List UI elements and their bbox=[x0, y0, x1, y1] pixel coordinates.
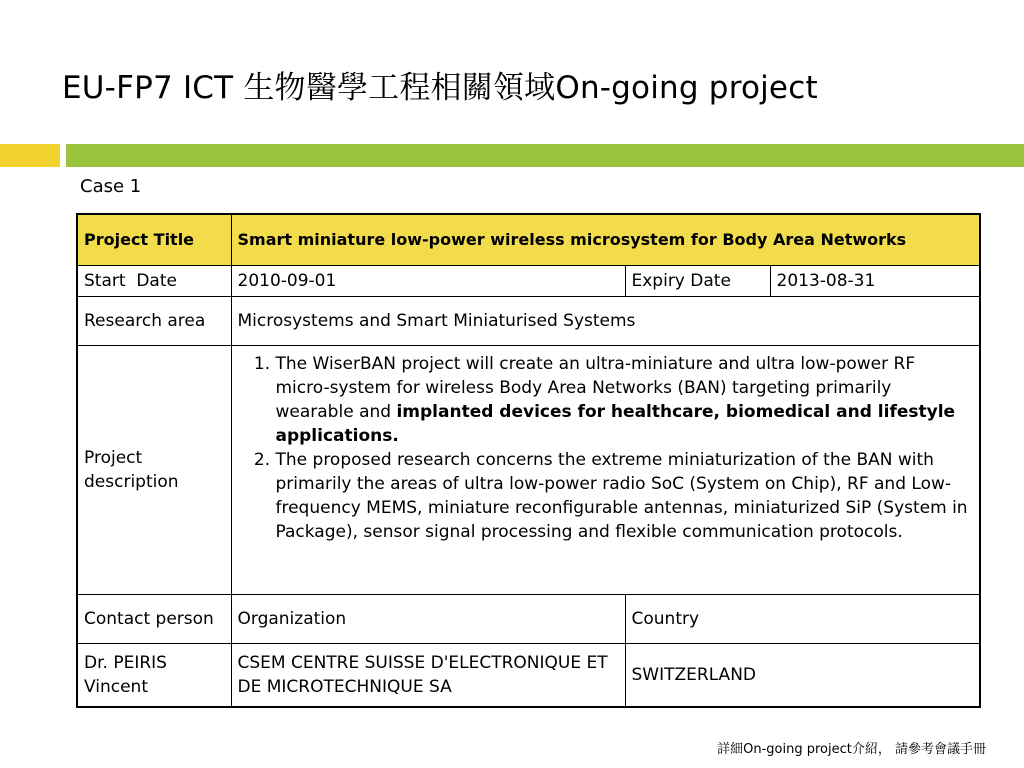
expiry-date-label: Expiry Date bbox=[625, 266, 770, 297]
contact-person-label: Contact person bbox=[77, 595, 231, 644]
contact-name: Dr. PEIRIS Vincent bbox=[77, 644, 231, 708]
start-date-label: Start Date bbox=[77, 266, 231, 297]
project-title-value: Smart miniature low-power wireless microsystem for Body Area Networks bbox=[231, 214, 980, 266]
description-list bbox=[238, 346, 974, 556]
table-row-contact bbox=[77, 644, 980, 708]
case-label: Case 1 bbox=[80, 176, 142, 197]
footer-note: 詳細On-going project介紹， 請參考會議手冊 bbox=[717, 742, 986, 757]
start-date-value: 2010-09-01 bbox=[231, 266, 625, 297]
description-item-bold: implanted devices for healthcare, biomedical and lifestyle applications. bbox=[275, 402, 956, 446]
description-value bbox=[231, 346, 980, 595]
table-row-contact-header bbox=[77, 595, 980, 644]
description-item-text: The proposed research concerns the extreme miniaturization of the BAN with primarily the areas of ultra low-power radio SoC (System on Chip), RF and Low-frequency MEMS, miniature reconfigurable antennas, miniaturized SiP (System in Package), sensor signal processing and flexible communication protocols. bbox=[275, 450, 968, 542]
description-item bbox=[276, 352, 974, 448]
table-row-title bbox=[77, 214, 980, 266]
description-label: Project description bbox=[77, 346, 231, 595]
description-item bbox=[276, 448, 974, 544]
accent-bar-yellow bbox=[0, 144, 60, 167]
table-row-dates bbox=[77, 266, 980, 297]
description-item-text: The WiserBAN project will create an ultra-miniature and ultra low-power RF micro-system for wireless Body Area Networks (BAN) targeting primarily wearable and bbox=[275, 354, 916, 422]
accent-bar-green bbox=[66, 144, 1024, 167]
country-name: SWITZERLAND bbox=[625, 644, 980, 708]
research-area-label: Research area bbox=[77, 297, 231, 346]
table-row-description bbox=[77, 346, 980, 595]
project-title-label: Project Title bbox=[77, 214, 231, 266]
organization-name: CSEM CENTRE SUISSE D'ELECTRONIQUE ET DE MICROTECHNIQUE SA bbox=[231, 644, 625, 708]
project-table bbox=[76, 213, 981, 708]
country-label: Country bbox=[625, 595, 980, 644]
table-row-research-area bbox=[77, 297, 980, 346]
expiry-date-value: 2013-08-31 bbox=[770, 266, 980, 297]
slide-title: EU-FP7 ICT 生物醫學工程相關領域On-going project bbox=[62, 70, 818, 106]
research-area-value: Microsystems and Smart Miniaturised Systems bbox=[231, 297, 980, 346]
organization-label: Organization bbox=[231, 595, 625, 644]
